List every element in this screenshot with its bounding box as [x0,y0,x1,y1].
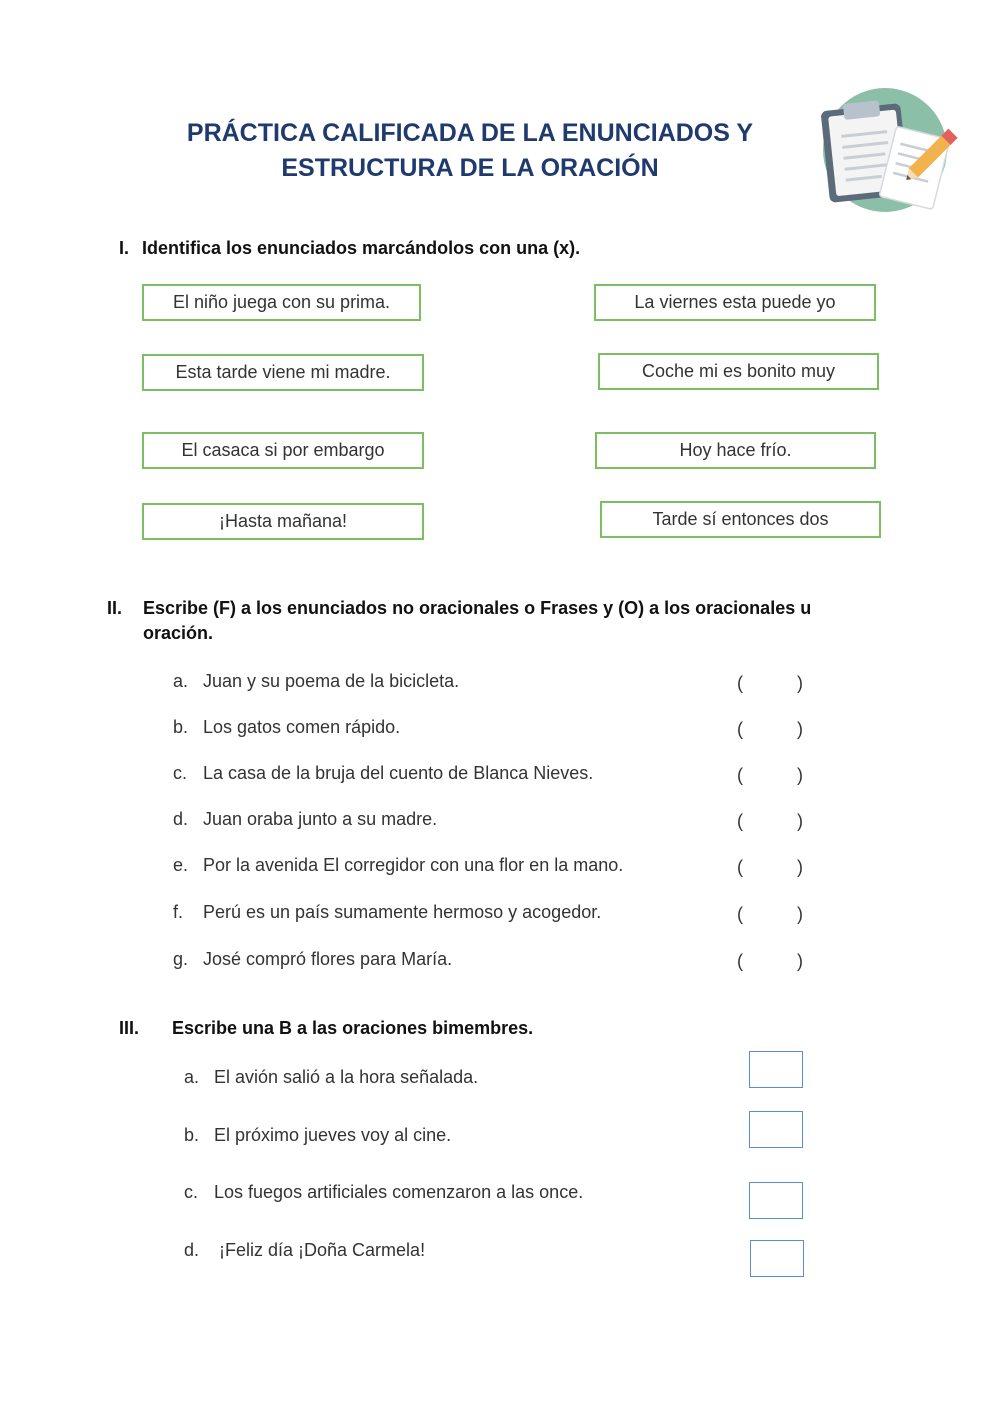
item-text: José compró flores para María. [203,949,453,969]
paren-open: ( [737,673,743,693]
list-item [184,1067,478,1088]
section-1-number: I. [119,238,130,258]
item-text: El avión salió a la hora señalada. [214,1067,479,1087]
section-2-instruction-line-1: Escribe (F) a los enunciados no oracionales o Frases y (O) a los oracionales u [143,598,812,618]
paren-close: ) [797,904,803,924]
item-letter: g. [173,949,189,969]
list-item [184,1240,425,1261]
answer-box[interactable] [750,1240,804,1277]
item-text: El próximo jueves voy al cine. [214,1125,452,1145]
list-item [173,949,452,970]
statement-option-2[interactable]: La viernes esta puede yo [594,284,876,321]
statement-option-6[interactable]: Hoy hace frío. [595,432,876,469]
statement-option-1[interactable]: El niño juega con su prima. [142,284,421,321]
item-text: Los gatos comen rápido. [203,717,401,737]
paren-close: ) [797,857,803,877]
answer-box[interactable] [749,1182,803,1219]
item-letter: b. [184,1125,200,1145]
item-letter: c. [184,1182,199,1202]
clipboard-icon [815,82,965,217]
paren-open: ( [737,719,743,739]
item-text: Juan oraba junto a su madre. [203,809,438,829]
section-2-heading [107,596,811,646]
paren-open: ( [737,765,743,785]
section-2-number: II. [107,598,123,618]
statement-option-7[interactable]: ¡Hasta mañana! [142,503,424,540]
item-text: ¡Feliz día ¡Doña Carmela! [214,1240,426,1260]
section-3-instruction: Escribe una B a las oraciones bimembres. [172,1018,534,1038]
statement-option-3[interactable]: Esta tarde viene mi madre. [142,354,424,391]
paren-close: ) [797,765,803,785]
item-letter: a. [184,1067,200,1087]
statement-option-4[interactable]: Coche mi es bonito muy [598,353,879,390]
item-text: Juan y su poema de la bicicleta. [203,671,460,691]
paren-close: ) [797,673,803,693]
item-letter: f. [173,902,184,922]
list-item [173,902,601,923]
section-1-instruction: Identifica los enunciados marcándolos con una (x). [142,238,581,258]
paren-open: ( [737,857,743,877]
item-letter: a. [173,671,189,691]
section-1-heading [119,238,580,259]
paren-close: ) [797,719,803,739]
answer-box[interactable] [749,1051,803,1088]
item-text: Perú es un país sumamente hermoso y acogedor. [203,902,602,922]
title-line-1: PRÁCTICA CALIFICADA DE LA ENUNCIADOS Y [186,119,754,147]
item-text: La casa de la bruja del cuento de Blanca Nieves. [203,763,594,783]
paren-close: ) [797,811,803,831]
list-item [184,1182,583,1203]
section-3-number: III. [119,1018,140,1038]
paren-open: ( [737,811,743,831]
statement-option-8[interactable]: Tarde sí entonces dos [600,501,881,538]
list-item [173,855,623,876]
paren-close: ) [797,951,803,971]
section-2-instruction-line-2: oración. [143,623,214,643]
item-letter: b. [173,717,189,737]
list-item [173,763,593,784]
item-text: Los fuegos artificiales comenzaron a las once. [214,1182,584,1202]
item-letter: d. [173,809,189,829]
answer-box[interactable] [749,1111,803,1148]
page-title [120,116,820,186]
list-item [173,717,400,738]
list-item [184,1125,451,1146]
paren-open: ( [737,951,743,971]
title-line-2: ESTRUCTURA DE LA ORACIÓN [281,154,659,182]
item-text: Por la avenida El corregidor con una flor en la mano. [203,855,624,875]
list-item [173,671,459,692]
item-letter: c. [173,763,188,783]
section-3-heading [119,1018,533,1039]
statement-option-5[interactable]: El casaca si por embargo [142,432,424,469]
item-letter: e. [173,855,189,875]
item-letter: d. [184,1240,200,1260]
list-item [173,809,437,830]
paren-open: ( [737,904,743,924]
